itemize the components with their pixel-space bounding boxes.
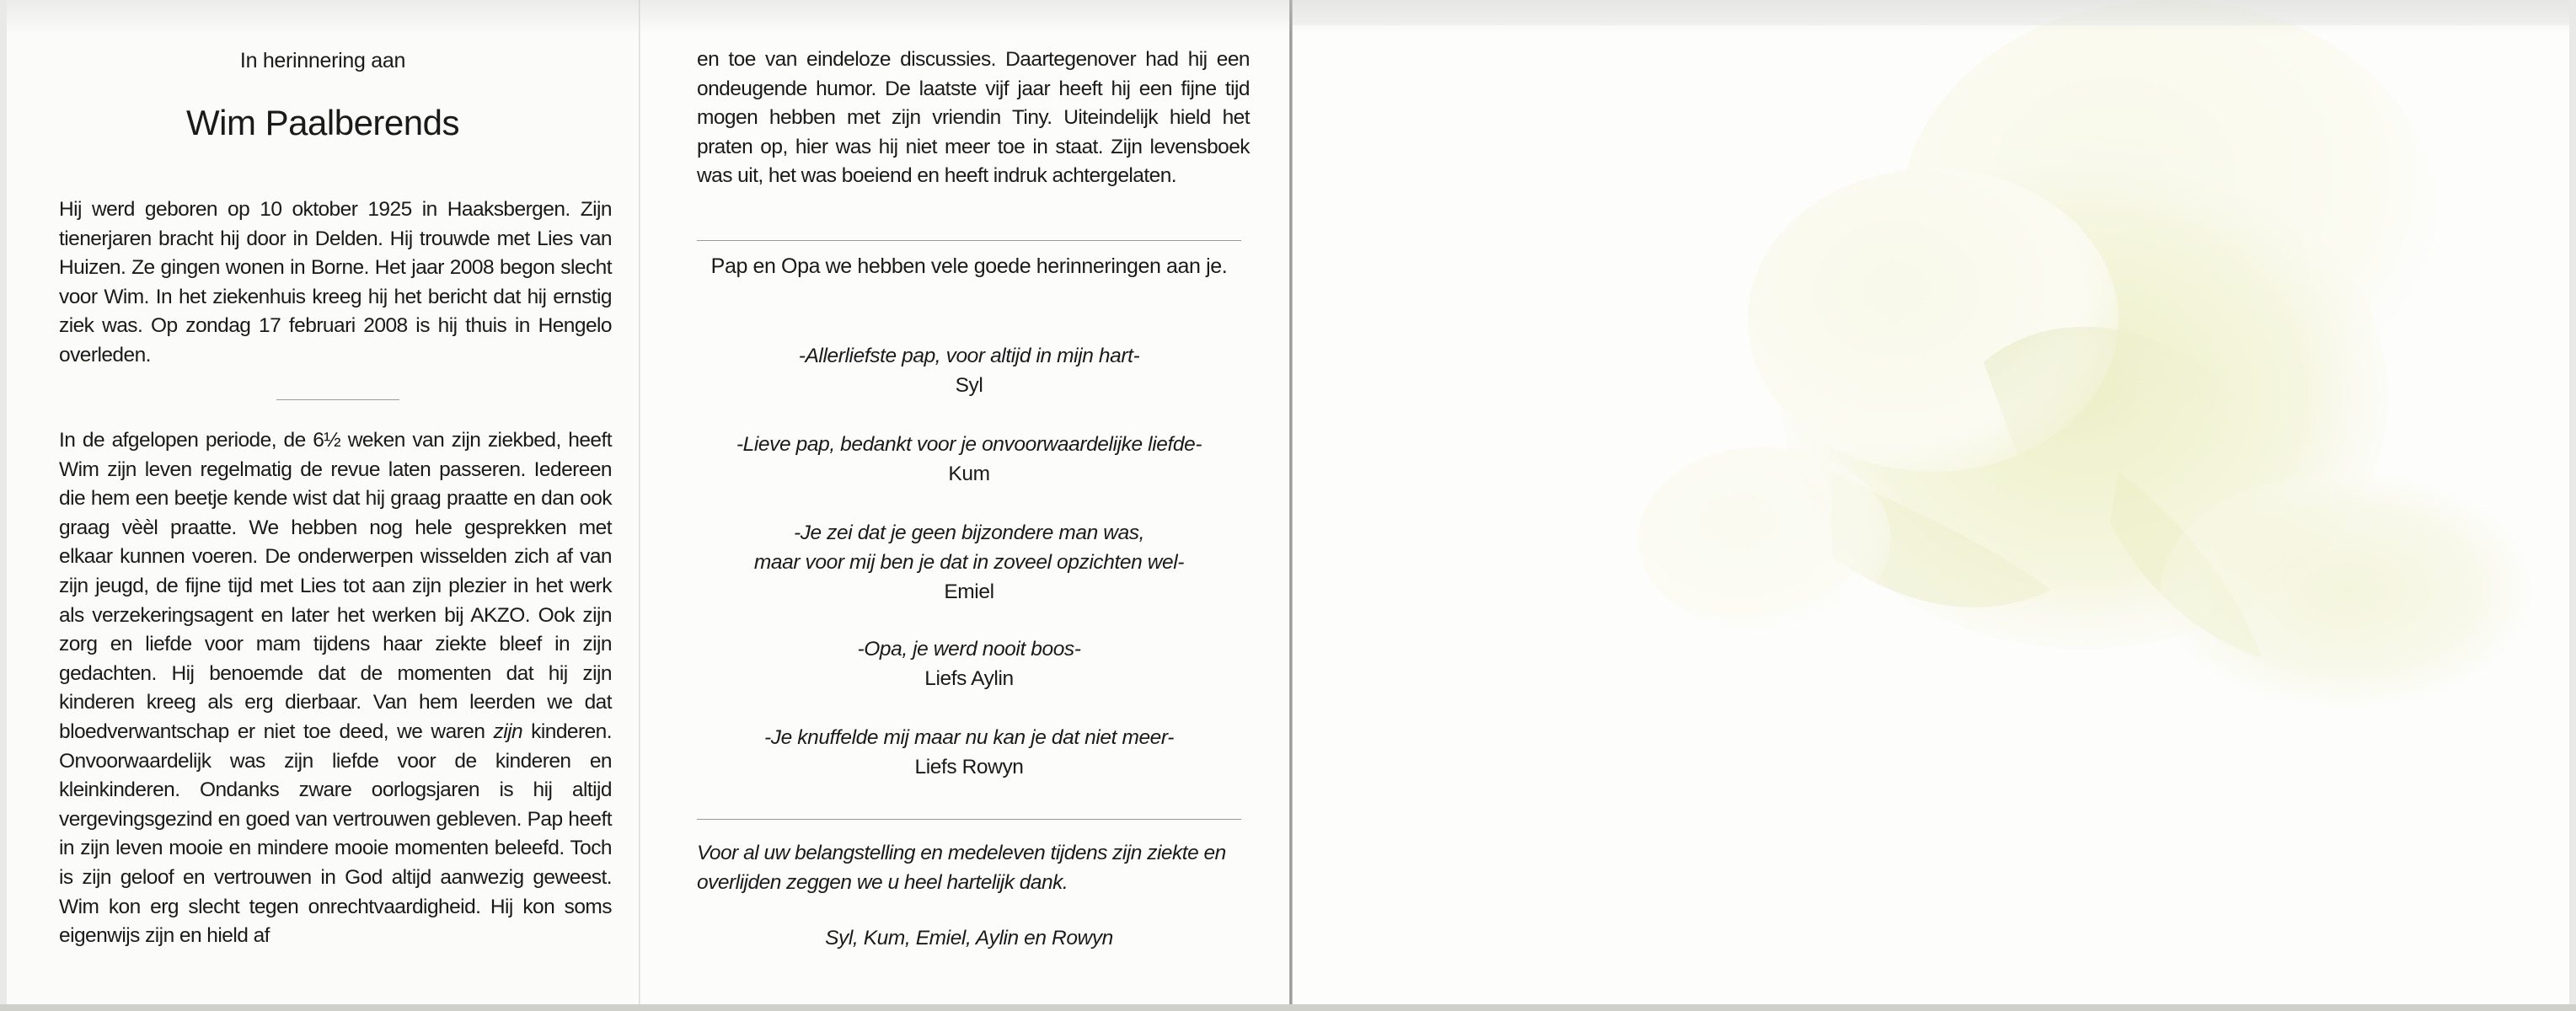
tribute-signer: Syl (955, 374, 983, 397)
tribute-signer: Liefs Aylin (924, 667, 1014, 690)
divider (697, 240, 1241, 241)
white-flower-icon (1293, 0, 2569, 1011)
middle-page (640, 0, 1289, 1011)
tribute-quote: -Je knuffelde mij maar nu kan je dat niet meer- (764, 726, 1174, 749)
tribute (697, 723, 1241, 782)
tribute-signer: Liefs Rowyn (914, 756, 1024, 778)
cover-page (1293, 0, 2569, 1011)
tribute-quote: -Je zei dat je geen bijzondere man was, (793, 522, 1145, 544)
memories-line: Pap en Opa we hebben vele goede herinneringen aan je. (710, 254, 1228, 278)
tribute-quote: -Opa, je werd nooit boos- (857, 638, 1081, 661)
biography-paragraph: Hij werd geboren op 10 oktober 1925 in Haaksbergen. Zijn tienerjaren bracht hij door in Delden. Hij trouwde met Lies van Huizen. Ze gingen wonen in Borne. Het jaar 2008 begon slecht voor Wim. In het ziekenhuis kreeg hij het bericht dat hij ernstig ziek was. Op zondag 17 februari 2008 is hij thuis in Hengelo overleden. (59, 198, 612, 366)
left-page (7, 0, 639, 1011)
remembrance-emphasis: zijn (493, 719, 523, 743)
tribute (697, 341, 1241, 400)
tribute (697, 634, 1241, 693)
scan-bottom-edge (0, 1004, 2576, 1011)
tribute-signer: Emiel (944, 580, 994, 603)
tribute-quote: -Lieve pap, bedankt voor je onvoorwaardelijke liefde- (736, 433, 1202, 456)
divider (697, 819, 1241, 820)
divider (276, 399, 399, 400)
tribute (697, 518, 1241, 607)
family-signatures: Syl, Kum, Emiel, Aylin en Rowyn (825, 927, 1113, 949)
tribute-quote: -Allerliefste pap, voor altijd in mijn hart- (798, 345, 1140, 367)
remembrance-text-a: In de afgelopen periode, de 6½ weken van zijn ziekbed, heeft Wim zijn leven regelmatig de revue laten passeren. Iedereen die hem een beetje kende wist dat hij graag praatte en dan ook graag vèèl praatte. We hebben nog hele gesprekken met elkaar kunnen voeren. De onderwerpen wisselden zich af van zijn jeugd, de fijne tijd met Lies tot aan zijn plezier in het werk als verzekeringsagent en later het werken bij AKZO. Ook zijn zorg en liefde voor mam tijdens haar ziekte bleef in zijn gedachten. Hij benoemde dat de momenten dat hij zijn kinderen kreeg als erg dierbaar. Van hem leerden we dat bloedverwantschap er niet toe deed, we waren (59, 429, 612, 743)
remembrance-paragraph (59, 426, 612, 951)
continued-paragraph: en toe van eindeloze discussies. Daartegenover had hij een ondeugende humor. De laatste vijf jaar heeft hij een fijne tijd mogen hebben met zijn vriendin Tiny. Uiteindelijk hield het praten op, hier was hij niet meer toe in staat. Zijn levensboek was uit, het was boeiend en heeft indruk achtergelaten. (697, 48, 1250, 188)
closing-thanks: Voor al uw belangstelling en medeleven tijdens zijn ziekte en overlijden zeggen we u heel hartelijk dank. (697, 842, 1226, 894)
tribute (697, 430, 1241, 489)
remembrance-text-b: kinderen. Onvoorwaardelijk was zijn liefde voor de kinderen en kleinkinderen. Ondanks zware oorlogsjaren is hij altijd vergevingsgezind en goed van vertrouwen gebleven. Pap heeft in zijn leven mooie en mindere mooie momenten beleefd. Toch is zijn geloof en vertrouwen in God altijd aanwezig geweest. Wim kon erg slecht tegen onrechtvaardigheid. Hij kon soms eigenwijs zijn en hield af (59, 719, 612, 948)
memorial-intro: In herinnering aan (239, 49, 406, 72)
tribute-quote: maar voor mij ben je dat in zoveel opzichten wel- (753, 551, 1185, 574)
deceased-name: Wim Paalberends (186, 103, 459, 142)
tribute-signer: Kum (948, 463, 990, 485)
scan-shadow (7, 0, 2569, 34)
